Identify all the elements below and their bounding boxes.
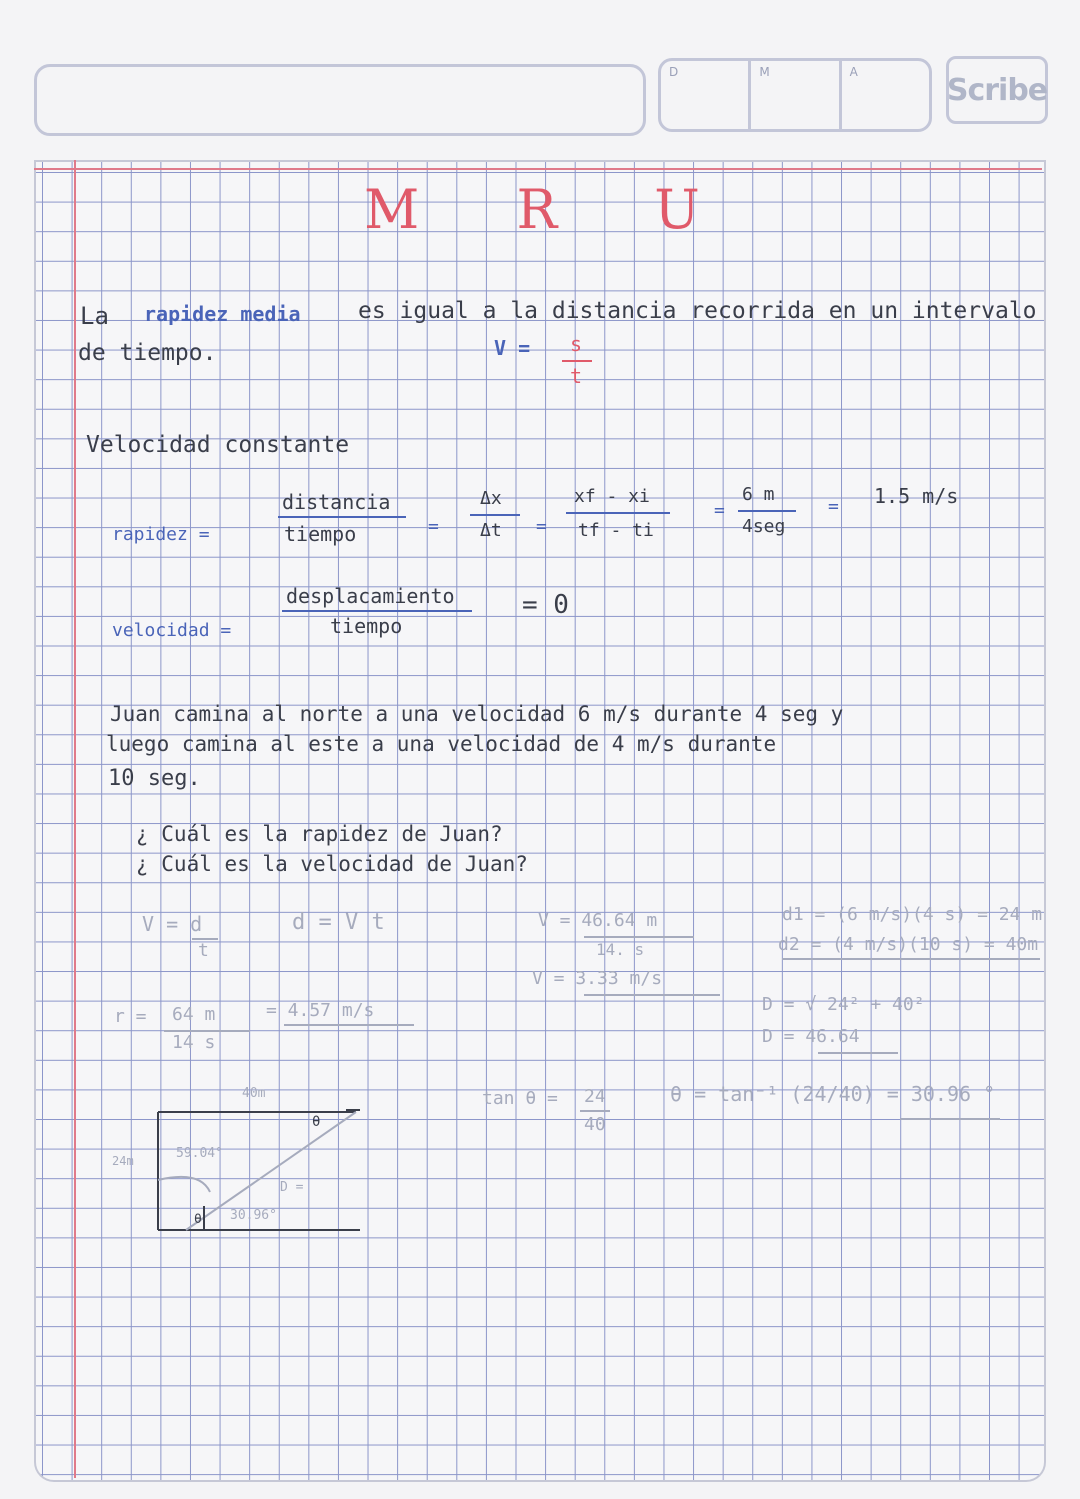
- section-heading: Velocidad constante: [86, 432, 350, 458]
- def-term: rapidez media: [144, 302, 301, 326]
- vel-num: desplacamiento: [286, 584, 455, 608]
- rap-f1-num: distancia: [282, 490, 391, 514]
- margin-line-vertical: [74, 160, 76, 1478]
- question-2: ¿ Cuál es la velocidad de Juan?: [136, 852, 528, 876]
- def-text: es igual a la distancia recorrida en un intervalo: [358, 298, 1037, 324]
- velocidad-label: velocidad =: [112, 620, 232, 641]
- formula-num: s: [570, 332, 583, 356]
- problem-line-2: luego camina al este a una velocidad de 4 m/s durante: [106, 732, 777, 756]
- name-field[interactable]: [34, 64, 646, 136]
- d1-calc: d1 = (6 m/s)(4 s) = 24 m: [782, 904, 1043, 925]
- v-calc-1: V = 46.64 m: [538, 910, 658, 931]
- rap-eq4: =: [828, 496, 839, 517]
- def-word-la: La: [80, 302, 109, 330]
- v-calc-2: V = 3.33 m/s: [532, 968, 663, 989]
- day-box[interactable]: D: [661, 61, 751, 129]
- year-box[interactable]: A: [849, 65, 858, 79]
- rap-f1-den: tiempo: [284, 522, 357, 546]
- problem-line-3: 10 seg.: [108, 766, 201, 791]
- month-box[interactable]: M: [751, 61, 841, 129]
- tan-den: 40: [584, 1114, 606, 1135]
- date-boxes: [658, 58, 932, 132]
- tan-num: 24: [584, 1086, 606, 1107]
- diag-top-label: 40m: [242, 1086, 266, 1101]
- tan-label: tan θ =: [482, 1088, 558, 1109]
- vel-den: tiempo: [330, 614, 403, 638]
- rap-f4-den: 4seg: [742, 516, 786, 537]
- diag-angle-2: 30.96°: [230, 1208, 277, 1223]
- rap-f3-den: tf - ti: [578, 520, 654, 541]
- pale-v-den: t: [198, 940, 209, 961]
- formula-den: t: [570, 364, 583, 388]
- problem-line-1: Juan camina al norte a una velocidad 6 m/s durante 4 seg y: [110, 702, 844, 726]
- formula-v: V =: [494, 336, 531, 360]
- pale-r-label: r =: [114, 1006, 147, 1027]
- pale-r-den: 14 s: [172, 1032, 216, 1053]
- pale-d-formula: d = V t: [292, 910, 385, 935]
- theta-result: θ = tan⁻¹ (24/40) = 30.96 °: [670, 1082, 996, 1106]
- rap-eq2: =: [536, 516, 547, 537]
- brand-logo: Scribe: [946, 56, 1048, 124]
- vel-result: = 0: [522, 590, 569, 620]
- rap-f2-num: Δx: [480, 488, 502, 509]
- diag-d-label: D =: [280, 1180, 304, 1195]
- pale-v-formula: V = d: [142, 912, 203, 936]
- rapidez-label: rapidez =: [112, 524, 210, 545]
- diag-left-label: 24m: [112, 1154, 134, 1168]
- rap-f4-num: 6 m: [742, 484, 775, 505]
- rap-eq3: =: [714, 500, 725, 521]
- page-title: M R U: [364, 178, 740, 241]
- margin-line-horizontal: [34, 168, 1042, 170]
- question-1: ¿ Cuál es la rapidez de Juan?: [136, 822, 503, 846]
- d2-calc: d2 = (4 m/s)(10 s) = 40m: [778, 934, 1039, 955]
- rap-f2-den: Δt: [480, 520, 502, 541]
- diag-theta-top: θ: [312, 1114, 321, 1130]
- diag-theta-bottom: θ: [194, 1212, 202, 1227]
- diag-angle-1: 59.04°: [176, 1146, 223, 1161]
- rap-eq1: =: [428, 516, 439, 537]
- D-calc-2: D = 46.64: [762, 1026, 860, 1047]
- pale-r-result: = 4.57 m/s: [266, 1000, 375, 1021]
- rap-result: 1.5 m/s: [874, 484, 959, 508]
- D-calc-1: D = √ 24² + 40²: [762, 994, 925, 1015]
- v-calc-1-den: 14. s: [596, 940, 645, 959]
- def-text-2: de tiempo.: [78, 340, 217, 366]
- rap-f3-num: xf - xi: [574, 486, 650, 507]
- pale-r-num: 64 m: [172, 1004, 216, 1025]
